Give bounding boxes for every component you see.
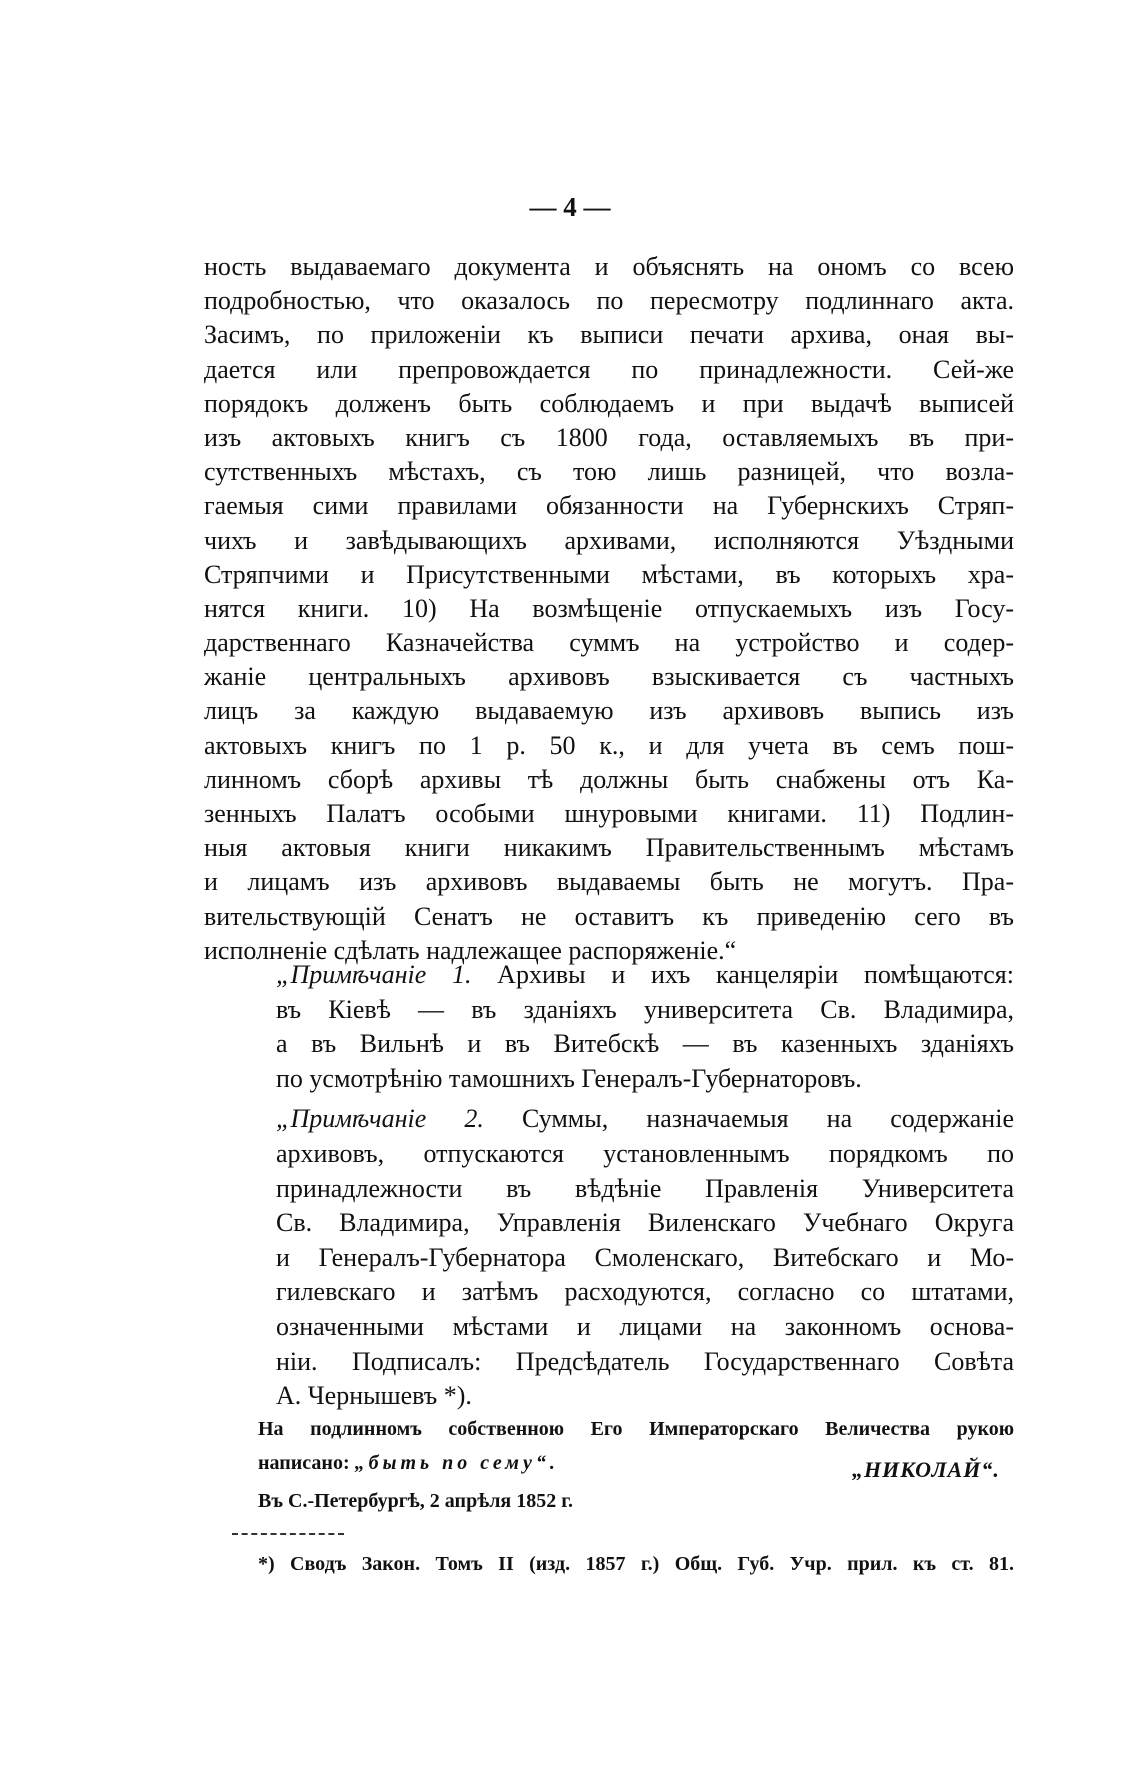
note-line: архивовъ, отпускаются установленнымъ порядкомъ по [276,1138,1014,1168]
note-line: ніи. Подписалъ: Предсѣдатель Государственнаго Совѣта [276,1346,1014,1376]
note-1-first-line [276,958,1014,993]
note-line: а въ Вильнѣ и въ Витебскѣ — въ казенныхъ зданіяхъ [276,1029,1014,1059]
text-line: чихъ и завѣдывающихъ архивами, исполняются Уѣздными [204,525,1014,555]
text-line: сутственныхъ мѣстахъ, съ тою лишь разницей, что возла- [204,457,1014,487]
text-line: изъ актовыхъ книгъ съ 1800 года, оставляемыхъ въ при- [204,422,1014,452]
page-number: — 4 — [529,192,611,222]
note-2-first-line [276,1102,1014,1137]
text-line: дается или препровождается по принадлежности. Сей-же [204,354,1014,384]
note-line: Св. Владимира, Управленія Виленскаго Учебнаго Округа [276,1208,1014,1238]
note-1-label: „Примѣчаніе 1. [276,960,472,989]
text-line: жаніе центральныхъ архивовъ взыскивается съ частныхъ [204,662,1014,692]
signature-quote: „быть по сему“. [354,1452,559,1474]
text-line: дарственнаго Казначейства суммъ на устройство и содер- [204,628,1014,658]
footnote-rule [232,1533,344,1535]
signature-line-1: На подлинномъ собственною Его Императорскаго Величества рукою [258,1418,1014,1440]
text-line: ныя актовыя книги никакимъ Правительственнымъ мѣстамъ [204,833,1014,863]
signature-prefix: написано: [258,1452,355,1474]
main-text [204,250,1014,968]
text-line: ность выдаваемаго документа и объяснять на ономъ со всею [204,252,1014,281]
signature-date: Въ С.-Петербургѣ, 2 апрѣля 1852 г. [258,1490,574,1512]
note-line: гилевскаго и затѣмъ расходуются, согласно со штатами, [276,1277,1014,1307]
note-2-label: „Примѣчаніе 2. [276,1104,484,1134]
text-line: линномъ сборѣ архивы тѣ должны быть снабжены отъ Ка- [204,764,1014,794]
note-line: въ Кіевѣ — въ зданіяхъ университета Св. Владимира, [276,994,1014,1024]
text-line: и лицамъ изъ архивовъ выдаваемы быть не могутъ. Пра- [204,867,1014,897]
note-line: и Генералъ-Губернатора Смоленскаго, Витебскаго и Мо- [276,1242,1014,1272]
text-line: Стряпчими и Присутственными мѣстами, въ которыхъ хра- [204,559,1014,589]
text-line: гаемыя сими правилами обязанности на Губернскихъ Стряп- [204,491,1014,521]
text-line: зенныхъ Палатъ особыми шнуровыми книгами. 11) Подлин- [204,799,1014,828]
text-line: актовыхъ книгъ по 1 р. 50 к., и для учета въ семъ пош- [204,730,1014,760]
note-line: принадлежности въ вѣдѣніе Правленія Университета [276,1173,1014,1203]
text-line: Засимъ, по приложеніи къ выписи печати архива, оная вы- [204,320,1014,350]
footnote: *) Сводъ Закон. Томъ II (изд. 1857 г.) Общ. Губ. Учр. прил. къ ст. 81. [258,1553,1014,1575]
text-line: исполненіе сдѣлать надлежащее распоряженіе.“ [204,935,737,965]
notes-block [276,958,1014,1414]
note-1-text: Архивы и ихъ канцеляріи помѣщаются: [471,960,1014,989]
note-line: по усмотрѣнію тамошнихъ Генералъ-Губернаторовъ. [276,1063,862,1093]
text-line: нятся книги. 10) На возмѣщеніе отпускаемыхъ изъ Госу- [204,593,1014,623]
note-2-text: Суммы, назначаемыя на содержаніе [483,1104,1014,1134]
text-line: подробностью, что оказалось по пересмотру подлиннаго акта. [204,286,1014,316]
note-line: А. Чернышевъ *). [276,1381,472,1411]
text-line: лицъ за каждую выдаваемую изъ архивовъ выпись изъ [204,696,1014,726]
text-line: порядокъ долженъ быть соблюдаемъ и при выдачѣ выписей [204,388,1014,418]
signature-name: „НИКОЛАЙ“. [852,1457,1000,1482]
note-line: означенными мѣстами и лицами на законномъ основа- [276,1311,1014,1341]
text-line: вительствующій Сенатъ не оставитъ къ приведенію сего въ [204,901,1014,931]
